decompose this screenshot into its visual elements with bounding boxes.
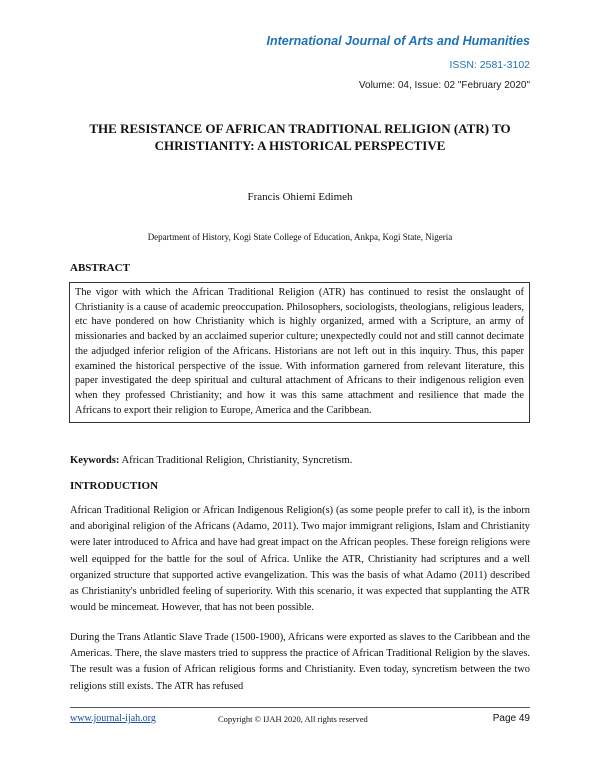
abstract-heading: ABSTRACT bbox=[70, 262, 130, 274]
journal-name: International Journal of Arts and Humanities bbox=[266, 34, 530, 48]
keywords-text: African Traditional Religion, Christianity, Syncretism. bbox=[121, 455, 353, 466]
journal-header bbox=[267, 34, 530, 91]
abstract-box bbox=[69, 282, 530, 423]
introduction-paragraph-1: African Traditional Religion or African Indigenous Religion(s) (as some people prefer to call it), is the inborn and aboriginal religion of the Africans (Adamo, 2011). Two major immigrant religions, Islam and Christianity were later introduced to Africa and have had great impact on the African peoples. These foreign religions were well equipped for the battle for the soul of Africa. Unlike the ATR, Christianity had scriptures and a well organized structure that supported active evangelization. This was the basis of what Adamo (2011) described as Christianity's unbridled feeling of superiority. With this scenario, it was expected that supplanting the ATR would be mincemeat. However, that has not been possible. bbox=[70, 505, 530, 614]
page-number: Page 49 bbox=[492, 713, 530, 724]
keywords-label: Keywords: bbox=[70, 455, 120, 466]
author-name: Francis Ohiemi Edimeh bbox=[247, 191, 353, 203]
volume-issue: Volume: 04, Issue: 02 "February 2020" bbox=[358, 80, 530, 91]
footer-divider bbox=[70, 707, 530, 708]
author-affiliation: Department of History, Kogi State College of Education, Ankpa, Kogi State, Nigeria bbox=[147, 232, 453, 242]
issn: ISSN: 2581-3102 bbox=[449, 59, 530, 71]
keywords bbox=[70, 455, 352, 466]
page-footer bbox=[70, 713, 530, 724]
introduction-paragraph-2: During the Trans Atlantic Slave Trade (1500-1900), Africans were exported as slaves to the Caribbean and the Americas. There, the slave masters tried to suppress the practice of African Traditional Religion by the slaves. The result was a fusion of African religious forms and Christianity. Even today, syncretism between the two religions still exists. The ATR has refused bbox=[70, 632, 530, 692]
footer-website-link[interactable]: www.journal-ijah.org bbox=[70, 713, 156, 724]
footer-copyright: Copyright © IJAH 2020, All rights reserved bbox=[218, 714, 368, 724]
paper-title: THE RESISTANCE OF AFRICAN TRADITIONAL RELIGION (ATR) TO CHRISTIANITY: A HISTORICAL PERSPECTIVE bbox=[89, 121, 511, 153]
abstract-text: The vigor with which the African Traditional Religion (ATR) has continued to resist the onslaught of Christianity is a cause of academic preoccupation. Philosophers, sociologists, theologians, religious leaders, etc have pondered on how Christianity which is highly organized, armed with a Scripture, an army of missionaries and backed by an acclaimed superior culture; unexpectedly could not and still cannot decimate the adjudged inferior religion of the Africans. Historians are not left out in this inquiry. Thus, this paper examined the historical perspective of the issue. With information garnered from relevant literature, this paper investigated the deep spiritual and cultural attachment of Africans to their indigenous religion even when they professed Christianity; and how it was this same attachment and resilience that made the Africans to export their religion to Europe, America and the Caribbean. bbox=[75, 287, 524, 416]
introduction-heading: INTRODUCTION bbox=[70, 480, 159, 492]
